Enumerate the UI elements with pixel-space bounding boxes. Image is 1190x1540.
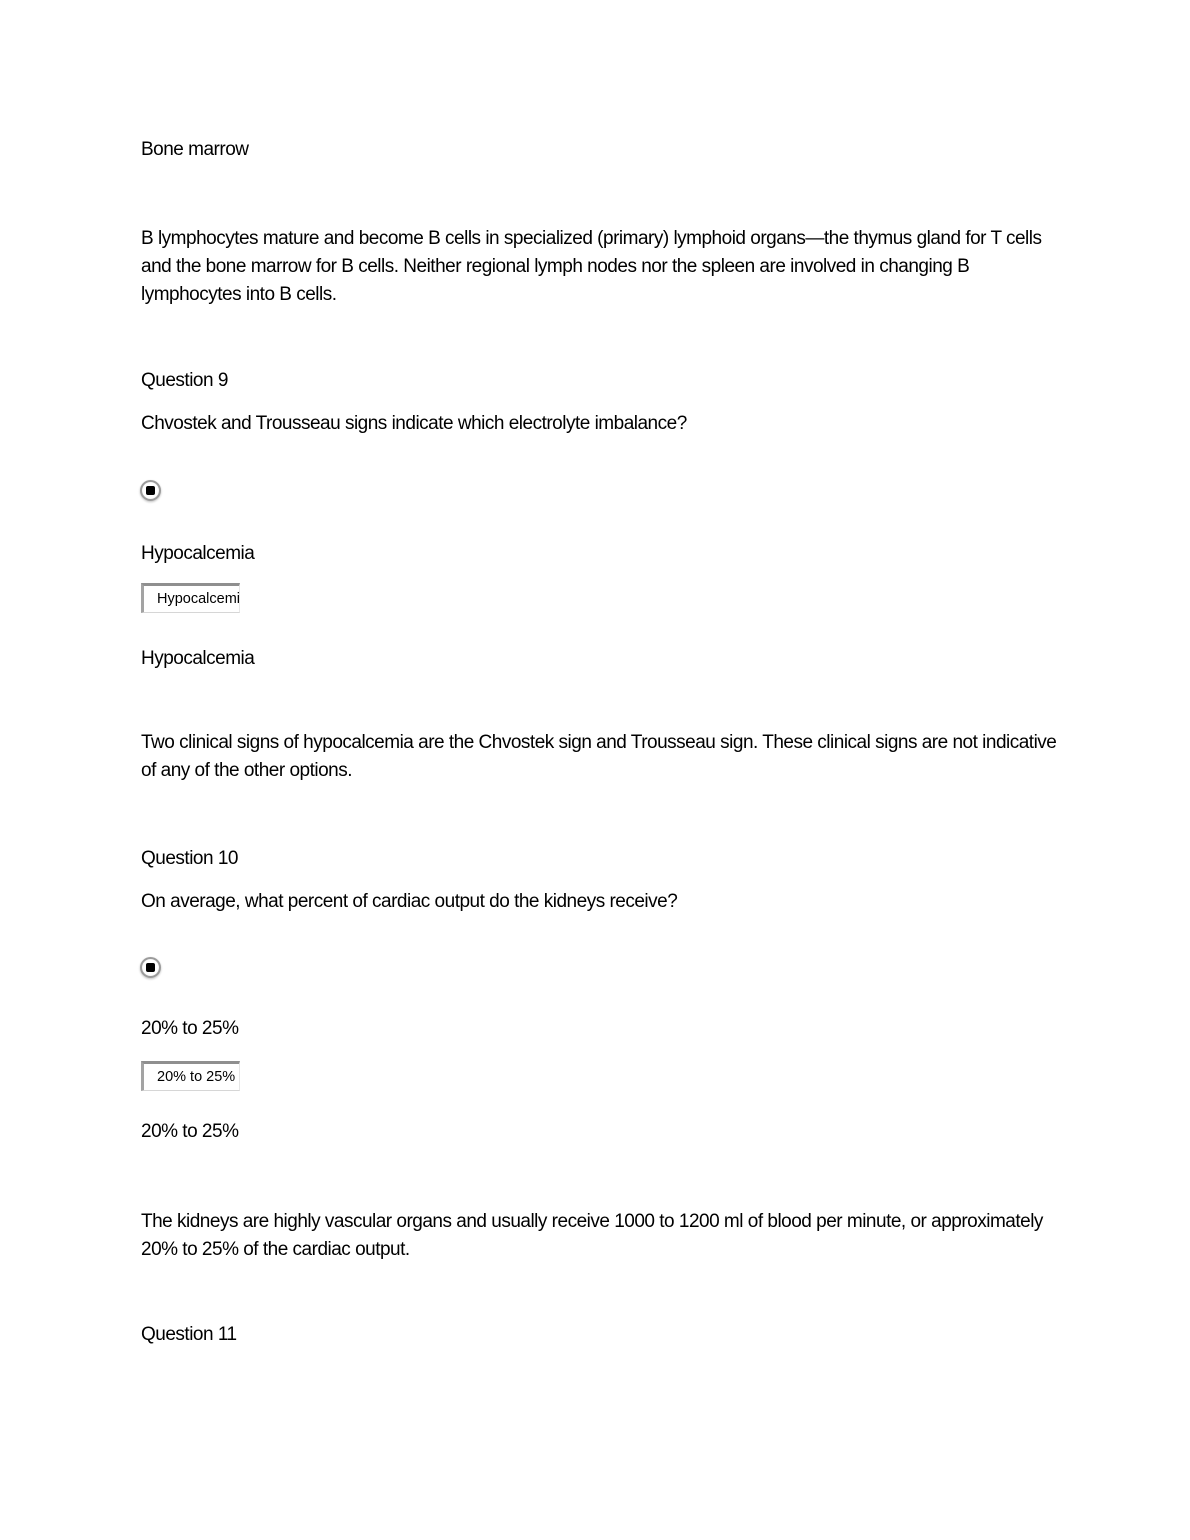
question-11-title: Question 11 [141, 1324, 237, 1345]
question-9-answer-label: Hypocalcemia [141, 543, 255, 564]
question-10-title: Question 10 [141, 848, 238, 869]
prior-rationale: B lymphocytes mature and become B cells in specialized (primary) lymphoid organs—the thymus gland for T cells and the bone marrow for B cells. Neither regional lymph nodes nor the spleen are involved in changing B lymphocytes into B cells. [141, 228, 1042, 305]
prior-answer-repeat: Bone marrow [141, 139, 249, 160]
question-10-answer-field[interactable] [141, 1061, 240, 1091]
radio-selected-dot-icon [146, 963, 155, 972]
question-10-prompt: On average, what percent of cardiac output do the kidneys receive? [141, 891, 678, 912]
question-10-answer-repeat: 20% to 25% [141, 1121, 239, 1142]
question-10-answer-label: 20% to 25% [141, 1018, 239, 1039]
question-10-rationale: The kidneys are highly vascular organs and usually receive 1000 to 1200 ml of blood per minute, or approximately 20% to 25% of the cardiac output. [141, 1211, 1043, 1260]
question-9-title: Question 9 [141, 370, 228, 391]
question-9-rationale: Two clinical signs of hypocalcemia are the Chvostek sign and Trousseau sign. These clinical signs are not indicative of any of the other options. [141, 732, 1057, 781]
question-9-selected-radio[interactable] [140, 480, 161, 501]
radio-selected-dot-icon [146, 486, 155, 495]
question-9-answer-field[interactable] [141, 583, 240, 613]
question-9-answer-repeat: Hypocalcemia [141, 648, 255, 669]
question-10-selected-radio[interactable] [140, 957, 161, 978]
question-9-prompt: Chvostek and Trousseau signs indicate which electrolyte imbalance? [141, 413, 687, 434]
